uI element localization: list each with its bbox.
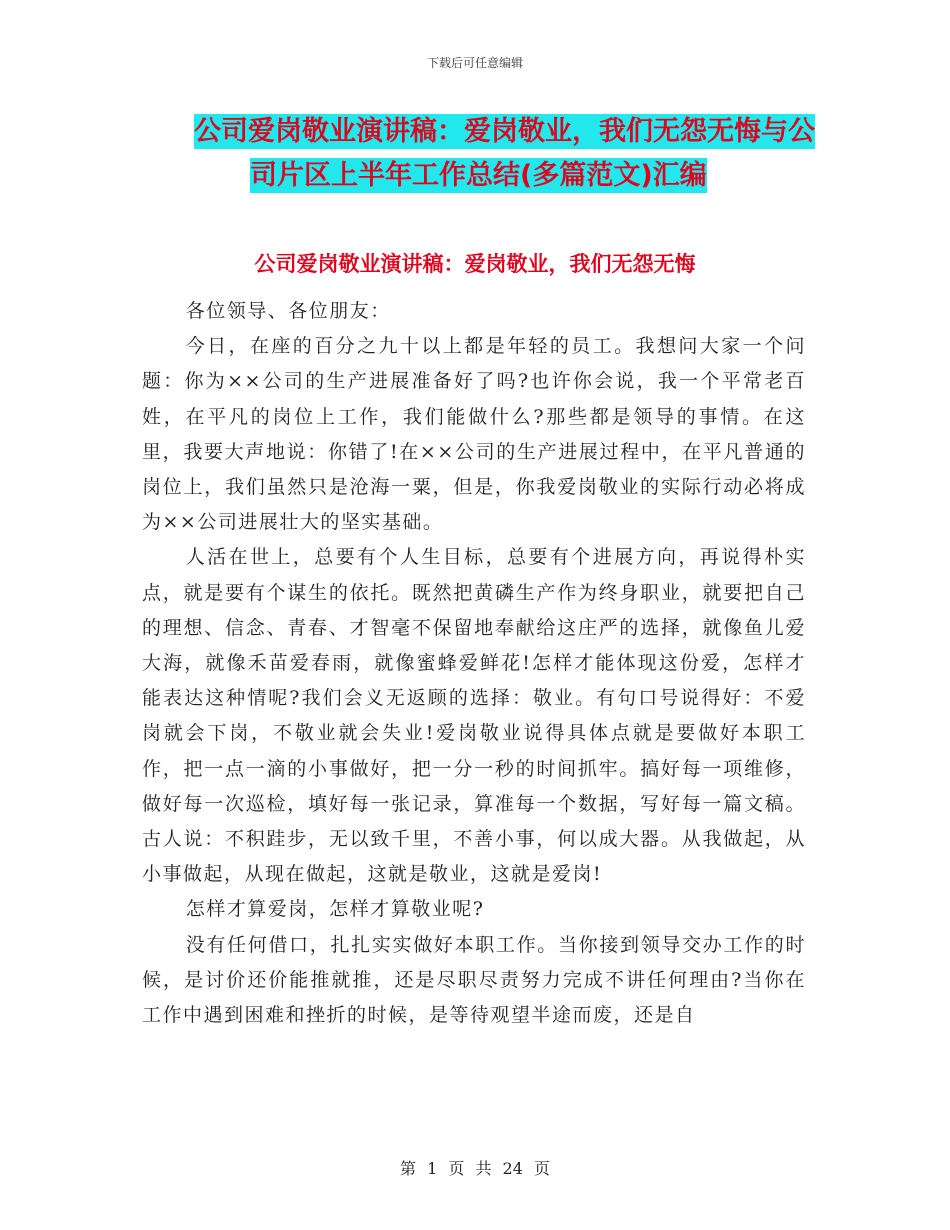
header-note: 下载后可任意编辑 xyxy=(426,56,523,70)
page-number-footer: 第 1 页 共 24 页 xyxy=(400,1159,550,1178)
document-title xyxy=(150,110,830,198)
title-line-2: 司片区上半年工作总结(多篇范文)汇编 xyxy=(250,160,707,191)
section-title: 公司爱岗敬业演讲稿：爱岗敬业，我们无怨无悔 xyxy=(254,252,696,276)
paragraph: 没有任何借口，扎扎实实做好本职工作。当你接到领导交办工作的时候，是讨价还价能推就推，还是尽职尽责努力完成不讲任何理由?当你在工作中遇到困难和挫折的时候，是等待观望半途而废，还是自 xyxy=(142,933,806,1027)
title-line-1: 公司爱岗敬业演讲稿：爱岗敬业，我们无怨无悔与公 xyxy=(194,116,815,147)
paragraph: 人活在世上，总要有个人生目标，总要有个进展方向，再说得朴实点，就是要有个谋生的依托。既然把黄磷生产作为终身职业，就要把自己的理想、信念、青春、才智毫不保留地奉献给这庄严的选择，就像鱼儿爱大海，就像禾苗爱春雨，就像蜜蜂爱鲜花!怎样才能体现这份爱，怎样才能表达这种情呢?我们会义无返顾的选择：敬业。有句口号说得好：不爱岗就会下岗，不敬业就会失业!爱岗敬业说得具体点就是要做好本职工作，把一点一滴的小事做好，把一分一秒的时间抓牢。搞好每一项维修，做好每一次巡检，填好每一张记录，算准每一个数据，写好每一篇文稿。古人说：不积跬步，无以致千里，不善小事，何以成大器。从我做起，从小事做起，从现在做起，这就是敬业，这就是爱岗! xyxy=(142,546,806,886)
paragraph: 怎样才算爱岗，怎样才算敬业呢? xyxy=(185,898,485,921)
paragraph-greeting: 各位领导、各位朋友： xyxy=(185,300,391,322)
paragraph: 今日，在座的百分之九十以上都是年轻的员工。我想问大家一个问题：你为××公司的生产进展准备好了吗?也许你会说，我一个平常老百姓，在平凡的岗位上工作，我们能做什么?那些都是领导的事情。在这里，我要大声地说：你错了!在××公司的生产进展过程中，在平凡普通的岗位上，我们虽然只是沧海一粟，但是，你我爱岗敬业的实际行动必将成为××公司进展壮大的坚实基础。 xyxy=(142,335,806,534)
body-text xyxy=(142,294,806,1033)
